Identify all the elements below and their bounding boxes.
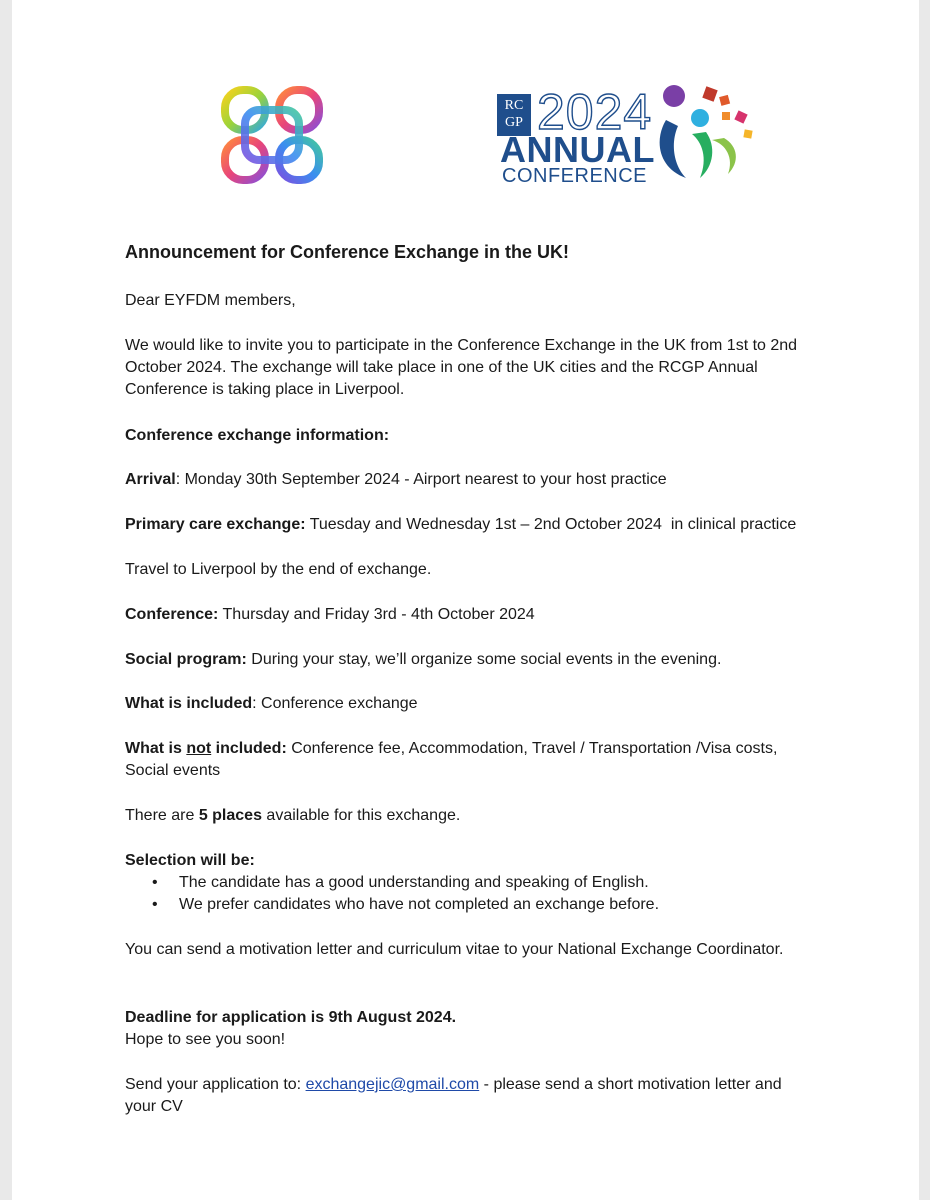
not-included-line: What is not included: Conference fee, Accommodation, Travel / Transportation /Visa costs, Social events [125,740,778,779]
send-application-line: Send your application to: exchangejic@gmail.com - please send a short motivation letter and your CV [125,1076,782,1115]
page-title: Announcement for Conference Exchange in the UK! [125,242,570,262]
rcgp-year: 2024 [537,84,653,140]
email-link[interactable]: exchangejic@gmail.com [305,1076,480,1093]
deadline-line: Deadline for application is 9th August 2024. [125,1009,457,1026]
places-line: There are 5 places available for this exchange. [125,807,461,824]
arrival-line: Arrival: Monday 30th September 2024 - Airport nearest to your host practice [125,471,667,488]
list-item: • We prefer candidates who have not completed an exchange before. [125,894,659,916]
primary-care-line: Primary care exchange: Tuesday and Wednesday 1st – 2nd October 2024 in clinical practice [125,516,797,533]
info-heading: Conference exchange information: [125,427,390,444]
social-line: Social program: During your stay, we’ll organize some social events in the evening. [125,651,722,668]
rcgp-annual: ANNUAL [500,129,655,170]
selection-list [125,872,659,916]
eyfdm-logo [217,80,327,190]
travel-line: Travel to Liverpool by the end of exchange. [125,561,432,578]
motivation-paragraph: You can send a motivation letter and curriculum vitae to your National Exchange Coordinator. [125,941,784,958]
list-item: • The candidate has a good understanding and speaking of English. [125,872,659,894]
rcgp-conference-word: CONFERENCE [502,165,648,187]
included-line: What is included: Conference exchange [125,695,418,712]
hope-line: Hope to see you soon! [125,1031,286,1048]
selection-heading: Selection will be: [125,852,255,869]
intro-paragraph: We would like to invite you to participate in the Conference Exchange in the UK from 1st to 2nd October 2024. The exchange will take place in one of the UK cities and the RCGP Annual Conference is taking place in Liverpool. [125,337,798,398]
conference-line: Conference: Thursday and Friday 3rd - 4th October 2024 [125,606,535,623]
rcgp-badge: RC GP [497,94,531,136]
document-page [12,0,919,1200]
greeting: Dear EYFDM members, [125,292,296,309]
rcgp-conference-logo [492,82,762,192]
rcgp-figure-icon [652,82,762,192]
